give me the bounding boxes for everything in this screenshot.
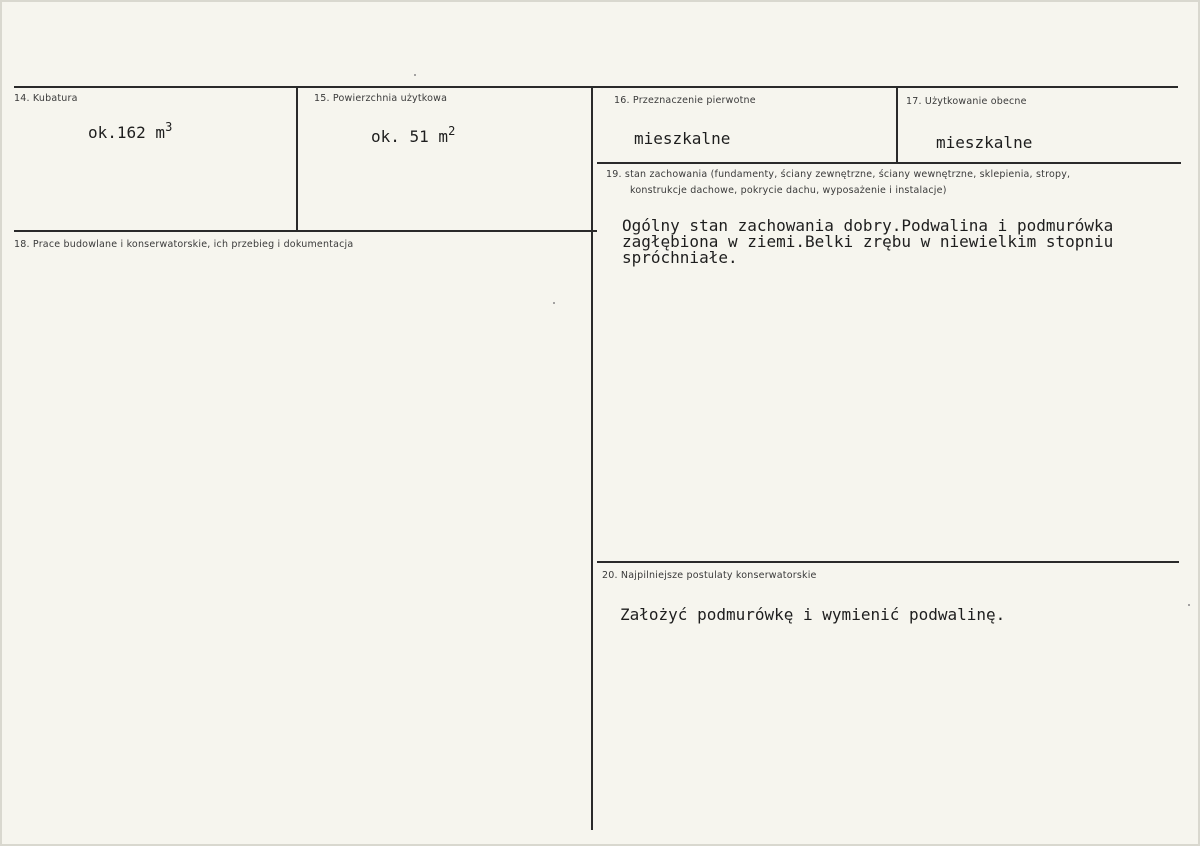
field-18-label: 18. Prace budowlane i konserwatorskie, ich przebieg i dokumentacja (14, 239, 354, 250)
paper-speck (1188, 604, 1190, 606)
field-14-label: 14. Kubatura (14, 93, 78, 104)
field-16-label: 16. Przeznaczenie pierwotne (614, 95, 756, 106)
rule-below-16-17 (597, 162, 1181, 164)
top-rule (14, 86, 1178, 88)
divider-14-15 (296, 86, 298, 232)
field-20-label: 20. Najpilniejsze postulaty konserwatorskie (602, 570, 817, 581)
field-15-label: 15. Powierzchnia użytkowa (314, 93, 448, 104)
field-14-value (88, 120, 172, 142)
field-17-value: mieszkalne (936, 133, 1033, 152)
field-19-value-line3: spróchniałe. (622, 248, 738, 267)
field-15-value (371, 124, 455, 146)
field-14-value-unit-exponent: 3 (165, 120, 173, 134)
field-16-value: mieszkalne (634, 129, 731, 148)
field-19-label-line2: konstrukcje dachowe, pokrycie dachu, wyposażenie i instalacje) (630, 185, 947, 196)
center-divider (591, 86, 593, 830)
rule-above-20 (597, 561, 1179, 563)
field-19-value-line1: Ogólny stan zachowania dobry.Podwalina i podmurówka (622, 216, 1114, 235)
field-17-label: 17. Użytkowanie obecne (906, 96, 1027, 107)
field-19-value-line2: zagłębiona w ziemi.Belki zrębu w niewielkim stopniu (622, 232, 1114, 251)
rule-below-14-15 (14, 230, 597, 232)
field-20-value: Założyć podmurówkę i wymienić podwalinę. (620, 605, 1006, 624)
paper-speck (553, 302, 555, 304)
field-14-value-text: ok.162 m (88, 123, 166, 142)
divider-16-17 (896, 86, 898, 162)
field-15-value-text: ok. 51 m (371, 127, 449, 146)
field-19-label-line1: 19. stan zachowania (fundamenty, ściany zewnętrzne, ściany wewnętrzne, sklepienia, stropy, (606, 169, 1071, 180)
paper-speck (414, 74, 416, 76)
field-15-value-unit-exponent: 2 (448, 124, 456, 138)
